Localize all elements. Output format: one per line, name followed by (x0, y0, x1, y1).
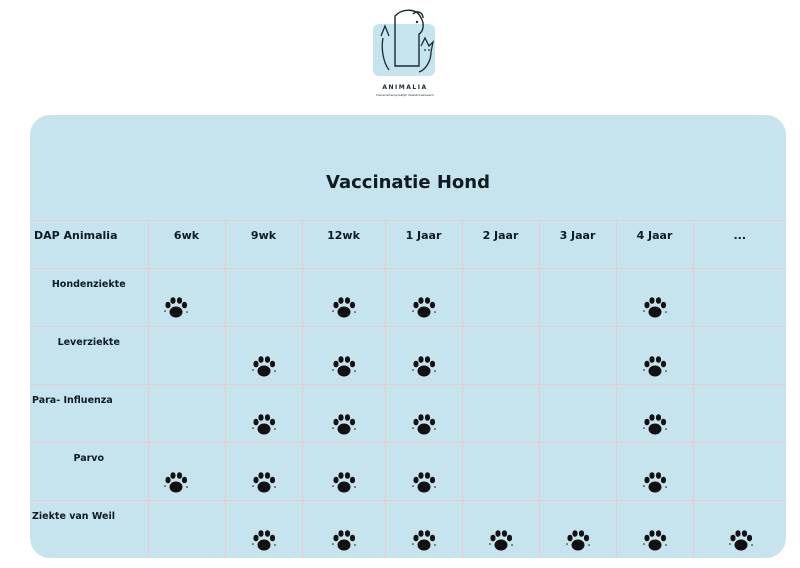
animalia-logo (365, 6, 445, 104)
column-header: 9wk (225, 221, 302, 269)
paw-print-icon (411, 296, 437, 320)
table-header-row (30, 221, 786, 269)
paw-print-icon (251, 355, 277, 379)
column-header: 4 Jaar (616, 221, 693, 269)
table-corner-label: DAP Animalia (30, 221, 148, 269)
paw-print-icon (331, 529, 357, 553)
paw-print-icon (488, 529, 514, 553)
paw-print-icon (642, 471, 668, 495)
table-cell (616, 269, 693, 327)
paw-print-icon (163, 296, 189, 320)
table-cell (385, 327, 462, 385)
table-cell (148, 443, 225, 501)
table-row (30, 327, 786, 385)
paw-print-icon (251, 471, 277, 495)
paw-print-icon (163, 471, 189, 495)
table-cell (148, 385, 225, 443)
paw-print-icon (251, 413, 277, 437)
table-cell (693, 327, 786, 385)
table-cell (616, 443, 693, 501)
table-row (30, 501, 786, 559)
table-cell (385, 443, 462, 501)
paw-print-icon (331, 296, 357, 320)
table-cell (693, 385, 786, 443)
row-label-cell (30, 443, 148, 501)
table-cell (616, 385, 693, 443)
table-row (30, 443, 786, 501)
table-cell (302, 385, 385, 443)
paw-print-icon (642, 413, 668, 437)
page-title: Vaccinatie Hond (326, 172, 490, 193)
table-cell (302, 269, 385, 327)
table-cell (539, 443, 616, 501)
table-row (30, 269, 786, 327)
row-label: Ziekte van Weil (32, 511, 115, 522)
paw-print-icon (331, 413, 357, 437)
table-cell (225, 443, 302, 501)
paw-print-icon (642, 529, 668, 553)
table-cell (225, 501, 302, 559)
paw-print-icon (642, 355, 668, 379)
paw-print-icon (565, 529, 591, 553)
table-cell (616, 327, 693, 385)
row-label-cell (30, 327, 148, 385)
table-cell (693, 443, 786, 501)
vaccination-table (30, 220, 786, 558)
paw-print-icon (331, 471, 357, 495)
table-cell (385, 501, 462, 559)
paw-print-icon (642, 296, 668, 320)
row-label-cell (30, 501, 148, 559)
table-cell (693, 501, 786, 559)
table-cell (225, 269, 302, 327)
table-cell (462, 269, 539, 327)
column-header: 6wk (148, 221, 225, 269)
row-label: Leverziekte (57, 337, 120, 348)
table-cell (693, 269, 786, 327)
animals-logo-icon (365, 6, 445, 86)
table-cell (539, 501, 616, 559)
table-cell (148, 269, 225, 327)
table-cell (225, 327, 302, 385)
row-label: Parvo (73, 453, 105, 464)
paw-print-icon (331, 355, 357, 379)
table-cell (462, 501, 539, 559)
paw-print-icon (411, 355, 437, 379)
table-cell (616, 501, 693, 559)
row-label-cell (30, 385, 148, 443)
column-header: 2 Jaar (462, 221, 539, 269)
table-cell (148, 501, 225, 559)
table-cell (462, 327, 539, 385)
row-label-cell (30, 269, 148, 327)
table-row (30, 385, 786, 443)
table-cell (385, 385, 462, 443)
paw-print-icon (728, 529, 754, 553)
row-label: Hondenziekte (51, 279, 126, 290)
table-cell (225, 385, 302, 443)
column-header: 1 Jaar (385, 221, 462, 269)
paw-print-icon (411, 471, 437, 495)
vaccination-card (30, 115, 786, 558)
table-cell (302, 327, 385, 385)
table-cell (302, 443, 385, 501)
column-header: ... (693, 221, 786, 269)
table-cell (539, 385, 616, 443)
paw-print-icon (411, 413, 437, 437)
table-cell (148, 327, 225, 385)
table-cell (462, 443, 539, 501)
logo-brand-name: ANIMALIA (382, 84, 428, 91)
table-cell (385, 269, 462, 327)
table-cell (539, 269, 616, 327)
paw-print-icon (251, 529, 277, 553)
column-header: 12wk (302, 221, 385, 269)
table-cell (462, 385, 539, 443)
paw-print-icon (411, 529, 437, 553)
table-cell (302, 501, 385, 559)
row-label: Para- Influenza (32, 395, 113, 406)
table-cell (539, 327, 616, 385)
column-header: 3 Jaar (539, 221, 616, 269)
logo-brand-subtitle: Dierenartsenpraktijk Vaalsbroekweerd (376, 93, 434, 97)
